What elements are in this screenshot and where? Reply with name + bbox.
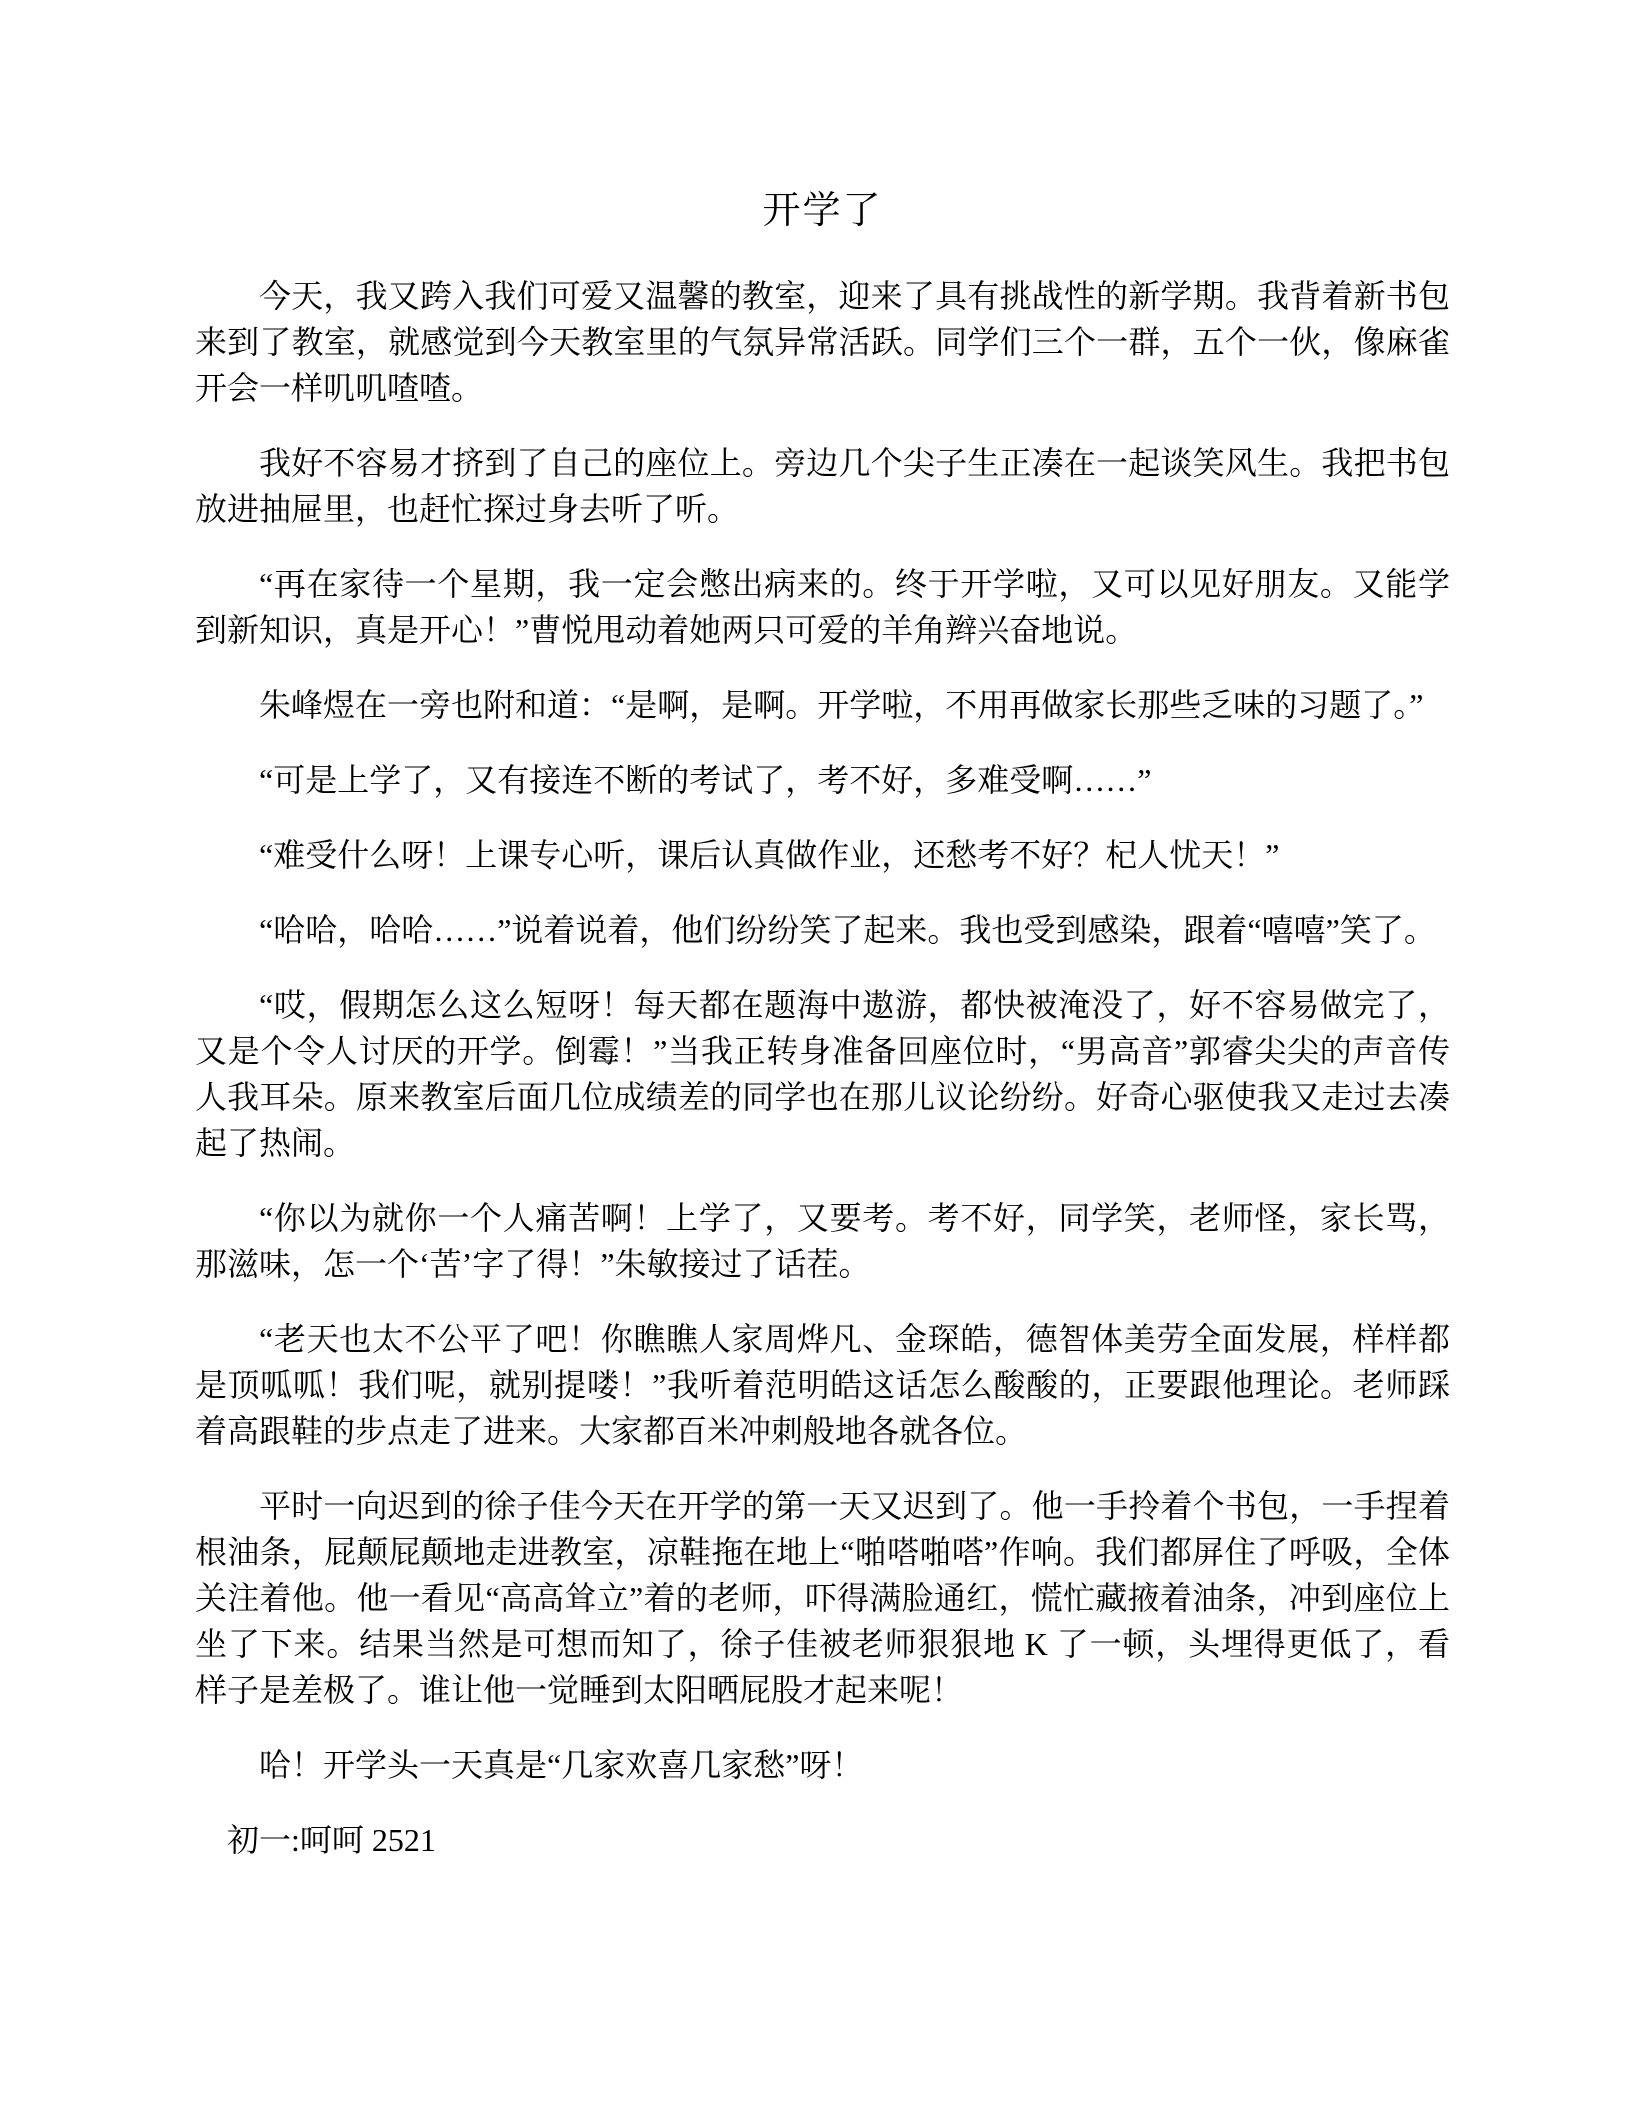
paragraph: 我好不容易才挤到了自己的座位上。旁边几个尖子生正凑在一起谈笑风生。我把书包放进抽屉里，也赶忙探过身去听了听。 [195,445,1450,527]
document-title: 开学了 [762,190,883,232]
author-line: 初一:呵呵 2521 [227,1822,436,1858]
paragraph: “难受什么呀！上课专心听，课后认真做作业，还愁考不好？杞人忧天！” [259,837,1280,873]
paragraph: “你以为就你一个人痛苦啊！上学了，又要考。考不好，同学笑，老师怪，家长骂，那滋味，怎一个‘苦’字了得！”朱敏接过了话茬。 [195,1200,1450,1282]
paragraph: “哈哈，哈哈……”说着说着，他们纷纷笑了起来。我也受到感染，跟着“嘻嘻”笑了。 [259,912,1436,948]
paragraph: “哎，假期怎么这么短呀！每天都在题海中遨游，都快被淹没了，好不容易做完了，又是个令人讨厌的开学。倒霉！”当我正转身准备回座位时，“男高音”郭睿尖尖的声音传人我耳朵。原来教室后面几位成绩差的同学也在那儿议论纷纷。好奇心驱使我又走过去凑起了热闹。 [195,987,1450,1161]
paragraph: 今天，我又跨入我们可爱又温馨的教室，迎来了具有挑战性的新学期。我背着新书包来到了教室，就感觉到今天教室里的气氛异常活跃。同学们三个一群，五个一伙，像麻雀开会一样叽叽喳喳。 [195,278,1450,406]
paragraph: “可是上学了，又有接连不断的考试了，考不好，多难受啊……” [259,762,1152,798]
paragraph: 哈！开学头一天真是“几家欢喜几家愁”呀！ [259,1747,864,1783]
paragraph: “老天也太不公平了吧！你瞧瞧人家周烨凡、金琛皓，德智体美劳全面发展，样样都是顶呱呱！我们呢，就别提喽！”我听着范明皓这话怎么酸酸的，正要跟他理论。老师踩着高跟鞋的步点走了进来。大家都百米冲刺般地各就各位。 [195,1321,1450,1449]
paragraph: 朱峰煜在一旁也附和道：“是啊，是啊。开学啦，不用再做家长那些乏味的习题了。” [259,687,1424,723]
paragraph: “再在家待一个星期，我一定会憋出病来的。终于开学啦，又可以见好朋友。又能学到新知识，真是开心！”曹悦甩动着她两只可爱的羊角辫兴奋地说。 [195,566,1450,648]
paragraph: 平时一向迟到的徐子佳今天在开学的第一天又迟到了。他一手拎着个书包，一手捏着根油条，屁颠屁颠地走进教室，凉鞋拖在地上“啪嗒啪嗒”作响。我们都屏住了呼吸，全体关注着他。他一看见“高高耸立”着的老师，吓得满脸通红，慌忙藏掖着油条，冲到座位上坐了下来。结果当然是可想而知了，徐子佳被老师狠狠地 K 了一顿，头埋得更低了，看样子是差极了。谁让他一觉睡到太阳晒屁股才起来呢！ [195,1488,1450,1708]
